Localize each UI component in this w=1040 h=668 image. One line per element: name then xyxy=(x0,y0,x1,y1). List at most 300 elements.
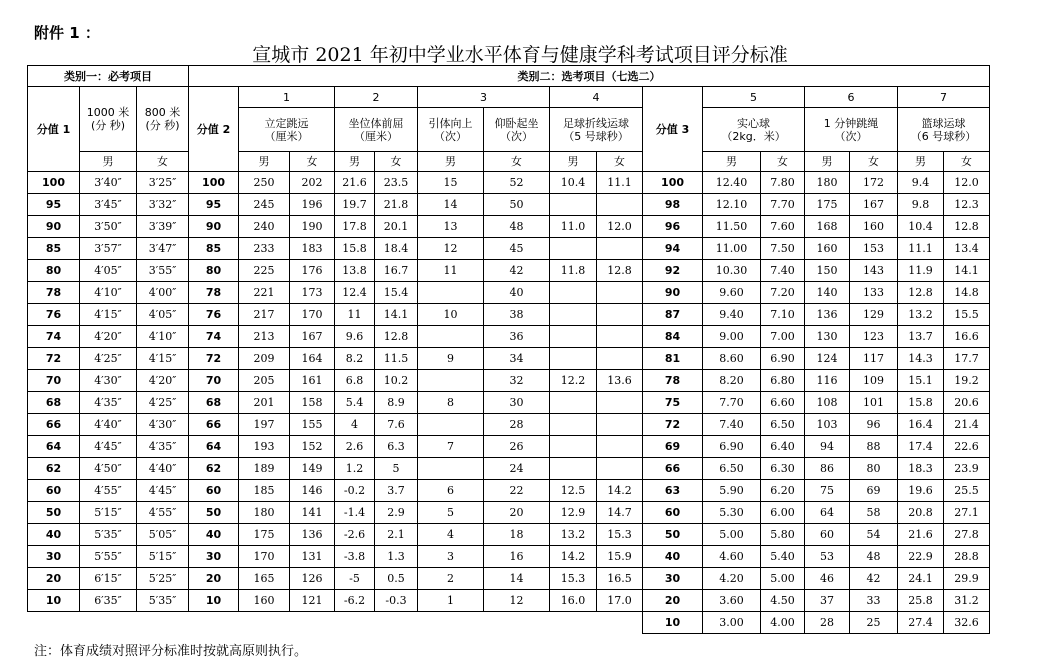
value-cell: 202 xyxy=(290,172,335,194)
score-cell: 10 xyxy=(28,590,80,612)
value-cell: 10.30 xyxy=(703,260,761,282)
value-cell xyxy=(418,370,484,392)
value-cell: 7.40 xyxy=(703,414,761,436)
score-cell: 95 xyxy=(189,194,239,216)
value-cell: 4.20 xyxy=(703,568,761,590)
value-cell: 15.3 xyxy=(550,568,597,590)
value-cell: 172 xyxy=(850,172,898,194)
gender-female: 女 xyxy=(375,152,418,172)
value-cell: 16.0 xyxy=(550,590,597,612)
score-cell: 95 xyxy=(28,194,80,216)
score-cell: 66 xyxy=(28,414,80,436)
value-cell xyxy=(597,194,643,216)
value-cell: 14.3 xyxy=(898,348,944,370)
value-cell xyxy=(550,326,597,348)
value-cell: -0.2 xyxy=(335,480,375,502)
value-cell xyxy=(550,414,597,436)
value-cell: 8 xyxy=(418,392,484,414)
value-cell: 4′35″ xyxy=(80,392,137,414)
gender-female: 女 xyxy=(137,152,189,172)
value-cell: 32 xyxy=(484,370,550,392)
value-cell: 13.8 xyxy=(335,260,375,282)
value-cell: 6.40 xyxy=(761,436,805,458)
value-cell: 75 xyxy=(805,480,850,502)
value-cell: 2.6 xyxy=(335,436,375,458)
value-cell: 117 xyxy=(850,348,898,370)
value-cell: 11.0 xyxy=(550,216,597,238)
value-cell: 25 xyxy=(850,612,898,634)
score-cell: 30 xyxy=(643,568,703,590)
value-cell xyxy=(418,326,484,348)
value-cell: 7.70 xyxy=(761,194,805,216)
value-cell: 6.8 xyxy=(335,370,375,392)
value-cell xyxy=(418,282,484,304)
value-cell: 64 xyxy=(805,502,850,524)
value-cell: 209 xyxy=(239,348,290,370)
score-cell: 74 xyxy=(28,326,80,348)
item-6-number: 6 xyxy=(805,87,898,108)
value-cell: 38 xyxy=(484,304,550,326)
value-cell: 13.6 xyxy=(597,370,643,392)
value-cell xyxy=(418,414,484,436)
value-cell: 53 xyxy=(805,546,850,568)
value-cell: 2.9 xyxy=(375,502,418,524)
value-cell xyxy=(597,392,643,414)
value-cell: 21.8 xyxy=(375,194,418,216)
value-cell: 5′35″ xyxy=(137,590,189,612)
value-cell: 6.90 xyxy=(761,348,805,370)
score1-header: 分值 1 xyxy=(28,87,80,172)
value-cell: 4′20″ xyxy=(80,326,137,348)
value-cell: 141 xyxy=(290,502,335,524)
value-cell: 0.5 xyxy=(375,568,418,590)
value-cell: 36 xyxy=(484,326,550,348)
value-cell: 18.4 xyxy=(375,238,418,260)
value-cell: 54 xyxy=(850,524,898,546)
standing-jump-header: 立定跳远 （厘米） xyxy=(239,108,335,152)
value-cell xyxy=(597,282,643,304)
value-cell: 5′15″ xyxy=(80,502,137,524)
value-cell: 15.3 xyxy=(597,524,643,546)
score-cell: 100 xyxy=(643,172,703,194)
score-cell: 64 xyxy=(189,436,239,458)
value-cell: 4.00 xyxy=(761,612,805,634)
value-cell: 34 xyxy=(484,348,550,370)
score-cell: 40 xyxy=(643,546,703,568)
value-cell xyxy=(597,458,643,480)
gender-female: 女 xyxy=(761,152,805,172)
value-cell: 13.7 xyxy=(898,326,944,348)
value-cell: 2.1 xyxy=(375,524,418,546)
score-cell: 92 xyxy=(643,260,703,282)
value-cell: 136 xyxy=(805,304,850,326)
value-cell: 10.4 xyxy=(550,172,597,194)
value-cell: 245 xyxy=(239,194,290,216)
score-cell: 69 xyxy=(643,436,703,458)
value-cell: 190 xyxy=(290,216,335,238)
value-cell: 20.6 xyxy=(944,392,990,414)
value-cell: 13.2 xyxy=(898,304,944,326)
value-cell: 4′25″ xyxy=(80,348,137,370)
value-cell: 6.90 xyxy=(703,436,761,458)
value-cell: 12.9 xyxy=(550,502,597,524)
value-cell: 28 xyxy=(805,612,850,634)
value-cell: 4 xyxy=(335,414,375,436)
score-cell: 85 xyxy=(28,238,80,260)
item-3-number: 3 xyxy=(418,87,550,108)
value-cell xyxy=(597,436,643,458)
value-cell: 13.4 xyxy=(944,238,990,260)
value-cell: 131 xyxy=(290,546,335,568)
value-cell xyxy=(550,282,597,304)
value-cell: 6.60 xyxy=(761,392,805,414)
value-cell: 4′05″ xyxy=(137,304,189,326)
rope-skip-header: 1 分钟跳绳 （次） xyxy=(805,108,898,152)
table-row xyxy=(28,282,990,304)
value-cell: 25.8 xyxy=(898,590,944,612)
value-cell: 4′30″ xyxy=(137,414,189,436)
value-cell: 6.3 xyxy=(375,436,418,458)
value-cell: 225 xyxy=(239,260,290,282)
score3-header: 分值 3 xyxy=(643,87,703,172)
value-cell: 7.00 xyxy=(761,326,805,348)
value-cell: 26 xyxy=(484,436,550,458)
value-cell: 16 xyxy=(484,546,550,568)
value-cell: 5′35″ xyxy=(80,524,137,546)
value-cell: 5.4 xyxy=(335,392,375,414)
value-cell: 3′25″ xyxy=(137,172,189,194)
sit-up-header: 仰卧起坐 （次） xyxy=(484,108,550,152)
value-cell: 4′05″ xyxy=(80,260,137,282)
score-cell: 72 xyxy=(28,348,80,370)
table-row xyxy=(28,194,990,216)
value-cell: 12.4 xyxy=(335,282,375,304)
empty-cell xyxy=(28,612,643,634)
value-cell: 6.00 xyxy=(761,502,805,524)
value-cell: 22.6 xyxy=(944,436,990,458)
score-cell: 76 xyxy=(189,304,239,326)
value-cell: 28.8 xyxy=(944,546,990,568)
value-cell: 116 xyxy=(805,370,850,392)
document-title: 宣城市 2021 年初中学业水平体育与健康学科考试项目评分标准 xyxy=(252,44,788,66)
value-cell: 7.10 xyxy=(761,304,805,326)
value-cell: 201 xyxy=(239,392,290,414)
score-cell: 50 xyxy=(189,502,239,524)
value-cell: 5′25″ xyxy=(137,568,189,590)
value-cell: 96 xyxy=(850,414,898,436)
solid-ball-header: 实心球 （2kg．米） xyxy=(703,108,805,152)
value-cell: 158 xyxy=(290,392,335,414)
value-cell: 18 xyxy=(484,524,550,546)
value-cell: 121 xyxy=(290,590,335,612)
value-cell: 12 xyxy=(418,238,484,260)
gender-male: 男 xyxy=(239,152,290,172)
value-cell: 10.4 xyxy=(898,216,944,238)
value-cell: 3 xyxy=(418,546,484,568)
value-cell: 20.1 xyxy=(375,216,418,238)
score-cell: 20 xyxy=(643,590,703,612)
value-cell: 50 xyxy=(484,194,550,216)
value-cell: 9.4 xyxy=(898,172,944,194)
score-cell: 68 xyxy=(189,392,239,414)
value-cell: -1.4 xyxy=(335,502,375,524)
score-cell: 70 xyxy=(28,370,80,392)
value-cell: 94 xyxy=(805,436,850,458)
value-cell: 205 xyxy=(239,370,290,392)
value-cell: 40 xyxy=(484,282,550,304)
value-cell: 60 xyxy=(805,524,850,546)
value-cell: 18.3 xyxy=(898,458,944,480)
value-cell: 14.8 xyxy=(944,282,990,304)
value-cell: 155 xyxy=(290,414,335,436)
value-cell: 250 xyxy=(239,172,290,194)
basketball-header: 篮球运球 （6 号球秒） xyxy=(898,108,990,152)
value-cell: 10 xyxy=(418,304,484,326)
value-cell: 12.40 xyxy=(703,172,761,194)
value-cell: 4.60 xyxy=(703,546,761,568)
score-cell: 40 xyxy=(28,524,80,546)
value-cell: 185 xyxy=(239,480,290,502)
value-cell: -6.2 xyxy=(335,590,375,612)
value-cell: 11.9 xyxy=(898,260,944,282)
table-row xyxy=(28,326,990,348)
score-cell: 76 xyxy=(28,304,80,326)
value-cell xyxy=(550,436,597,458)
value-cell: 11 xyxy=(418,260,484,282)
value-cell: 6.50 xyxy=(703,458,761,480)
value-cell: 27.1 xyxy=(944,502,990,524)
value-cell: 160 xyxy=(805,238,850,260)
score-cell: 78 xyxy=(28,282,80,304)
value-cell: 5.30 xyxy=(703,502,761,524)
value-cell: 170 xyxy=(290,304,335,326)
value-cell: 5.90 xyxy=(703,480,761,502)
value-cell: 12.10 xyxy=(703,194,761,216)
gender-female: 女 xyxy=(484,152,550,172)
score-cell: 50 xyxy=(28,502,80,524)
value-cell xyxy=(550,304,597,326)
value-cell: 123 xyxy=(850,326,898,348)
value-cell: 140 xyxy=(805,282,850,304)
footnote: 注：体育成绩对照评分标准时按就高原则执行。 xyxy=(34,644,308,659)
value-cell: 12.0 xyxy=(597,216,643,238)
value-cell: 193 xyxy=(239,436,290,458)
football-header: 足球折线运球 （5 号球秒） xyxy=(550,108,643,152)
value-cell: 197 xyxy=(239,414,290,436)
value-cell: 5.80 xyxy=(761,524,805,546)
value-cell: 160 xyxy=(239,590,290,612)
value-cell: 15.9 xyxy=(597,546,643,568)
value-cell: 14 xyxy=(484,568,550,590)
value-cell: 20.8 xyxy=(898,502,944,524)
score-cell: 62 xyxy=(28,458,80,480)
value-cell: 196 xyxy=(290,194,335,216)
score-cell: 30 xyxy=(28,546,80,568)
value-cell: 11.8 xyxy=(550,260,597,282)
value-cell: 152 xyxy=(290,436,335,458)
value-cell: 37 xyxy=(805,590,850,612)
value-cell: 14.1 xyxy=(944,260,990,282)
value-cell: 17.0 xyxy=(597,590,643,612)
attachment-label: 附件 1 ： xyxy=(34,24,100,42)
value-cell: 12.0 xyxy=(944,172,990,194)
value-cell: 9.00 xyxy=(703,326,761,348)
table-row xyxy=(28,546,990,568)
value-cell: 150 xyxy=(805,260,850,282)
gender-male: 男 xyxy=(703,152,761,172)
value-cell: 7.60 xyxy=(761,216,805,238)
pull-up-header: 引体向上 （次） xyxy=(418,108,484,152)
score-cell: 62 xyxy=(189,458,239,480)
value-cell: 3′32″ xyxy=(137,194,189,216)
value-cell: 167 xyxy=(290,326,335,348)
value-cell: 15.1 xyxy=(898,370,944,392)
value-cell: 42 xyxy=(484,260,550,282)
value-cell: 161 xyxy=(290,370,335,392)
value-cell: 1 xyxy=(418,590,484,612)
value-cell: 168 xyxy=(805,216,850,238)
score-cell: 75 xyxy=(643,392,703,414)
value-cell: 33 xyxy=(850,590,898,612)
value-cell: 24 xyxy=(484,458,550,480)
item-1-number: 1 xyxy=(239,87,335,108)
value-cell xyxy=(597,348,643,370)
value-cell: 180 xyxy=(239,502,290,524)
value-cell: 3′40″ xyxy=(80,172,137,194)
value-cell: 12.8 xyxy=(597,260,643,282)
score-cell: 87 xyxy=(643,304,703,326)
item-2-number: 2 xyxy=(335,87,418,108)
value-cell: 7.20 xyxy=(761,282,805,304)
value-cell: 17.7 xyxy=(944,348,990,370)
score-cell: 30 xyxy=(189,546,239,568)
value-cell: 86 xyxy=(805,458,850,480)
value-cell: 22 xyxy=(484,480,550,502)
item-7-number: 7 xyxy=(898,87,990,108)
value-cell: 21.6 xyxy=(335,172,375,194)
value-cell: 176 xyxy=(290,260,335,282)
value-cell: 3′57″ xyxy=(80,238,137,260)
value-cell: 4′50″ xyxy=(80,458,137,480)
value-cell: 4′40″ xyxy=(137,458,189,480)
value-cell: 11.5 xyxy=(375,348,418,370)
table-row xyxy=(28,414,990,436)
table-row xyxy=(28,612,990,634)
run-800m-header: 800 米 (分 秒) xyxy=(137,87,189,152)
value-cell: 164 xyxy=(290,348,335,370)
value-cell: 5′15″ xyxy=(137,546,189,568)
score-cell: 96 xyxy=(643,216,703,238)
score-cell: 74 xyxy=(189,326,239,348)
value-cell: 4 xyxy=(418,524,484,546)
score-cell: 68 xyxy=(28,392,80,414)
gender-male: 男 xyxy=(418,152,484,172)
value-cell: 221 xyxy=(239,282,290,304)
value-cell: 167 xyxy=(850,194,898,216)
value-cell: 15.8 xyxy=(335,238,375,260)
value-cell: 6 xyxy=(418,480,484,502)
value-cell: 12.8 xyxy=(375,326,418,348)
value-cell: 16.6 xyxy=(944,326,990,348)
gender-female: 女 xyxy=(597,152,643,172)
score-cell: 90 xyxy=(643,282,703,304)
scoring-table xyxy=(27,65,990,634)
value-cell: 8.9 xyxy=(375,392,418,414)
value-cell: 8.20 xyxy=(703,370,761,392)
value-cell: 15 xyxy=(418,172,484,194)
score-cell: 50 xyxy=(643,524,703,546)
value-cell: 101 xyxy=(850,392,898,414)
value-cell: 16.4 xyxy=(898,414,944,436)
value-cell: 240 xyxy=(239,216,290,238)
value-cell: 14.2 xyxy=(550,546,597,568)
value-cell: 9.40 xyxy=(703,304,761,326)
value-cell: 58 xyxy=(850,502,898,524)
value-cell: 11 xyxy=(335,304,375,326)
value-cell: 19.6 xyxy=(898,480,944,502)
gender-female: 女 xyxy=(290,152,335,172)
value-cell: 25.5 xyxy=(944,480,990,502)
value-cell: 5 xyxy=(375,458,418,480)
score-cell: 63 xyxy=(643,480,703,502)
table-row xyxy=(28,260,990,282)
value-cell: 3′45″ xyxy=(80,194,137,216)
value-cell xyxy=(418,458,484,480)
score-cell: 20 xyxy=(189,568,239,590)
value-cell: 48 xyxy=(484,216,550,238)
value-cell: 27.8 xyxy=(944,524,990,546)
value-cell: 10.2 xyxy=(375,370,418,392)
value-cell: 217 xyxy=(239,304,290,326)
table-row xyxy=(28,502,990,524)
value-cell: 9.8 xyxy=(898,194,944,216)
value-cell: 14.1 xyxy=(375,304,418,326)
score2-header: 分值 2 xyxy=(189,87,239,172)
value-cell: 23.5 xyxy=(375,172,418,194)
category-2-header: 类别二：选考项目（七选二） xyxy=(189,66,990,87)
table-row xyxy=(28,436,990,458)
value-cell: 153 xyxy=(850,238,898,260)
value-cell: 8.60 xyxy=(703,348,761,370)
value-cell: 133 xyxy=(850,282,898,304)
score-cell: 60 xyxy=(643,502,703,524)
value-cell: 15.4 xyxy=(375,282,418,304)
value-cell: 6′15″ xyxy=(80,568,137,590)
value-cell: 136 xyxy=(290,524,335,546)
score-cell: 72 xyxy=(643,414,703,436)
value-cell: 13 xyxy=(418,216,484,238)
value-cell: 4′10″ xyxy=(80,282,137,304)
score-cell: 10 xyxy=(643,612,703,634)
value-cell: 7.40 xyxy=(761,260,805,282)
value-cell xyxy=(550,458,597,480)
table-row xyxy=(28,590,990,612)
value-cell: 180 xyxy=(805,172,850,194)
gender-male: 男 xyxy=(898,152,944,172)
value-cell: 3.00 xyxy=(703,612,761,634)
value-cell: 52 xyxy=(484,172,550,194)
value-cell: 80 xyxy=(850,458,898,480)
value-cell: 12.2 xyxy=(550,370,597,392)
value-cell xyxy=(597,238,643,260)
value-cell: 23.9 xyxy=(944,458,990,480)
value-cell: 48 xyxy=(850,546,898,568)
value-cell: 4′55″ xyxy=(137,502,189,524)
gender-male: 男 xyxy=(805,152,850,172)
value-cell: -2.6 xyxy=(335,524,375,546)
table-row xyxy=(28,216,990,238)
value-cell: 3′47″ xyxy=(137,238,189,260)
